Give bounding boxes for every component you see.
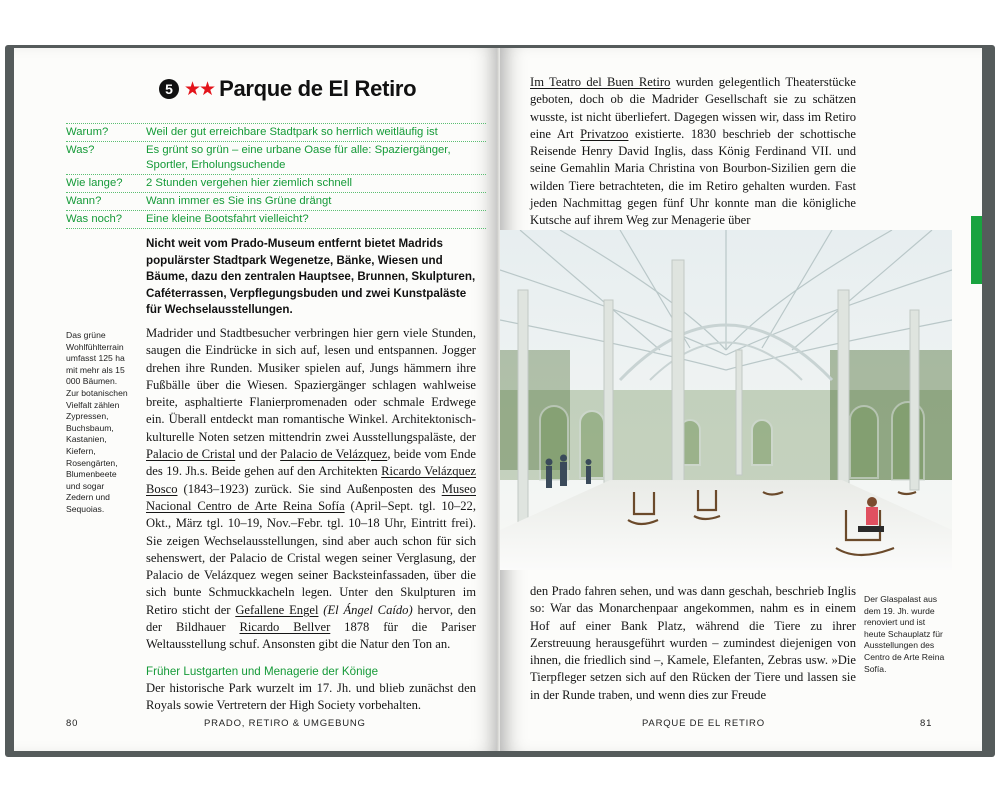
- running-head: PRADO, RETIRO & UMGEBUNG: [204, 718, 366, 729]
- glass-palace-photo: [500, 230, 952, 570]
- running-head: PARQUE DE EL RETIRO: [642, 718, 765, 729]
- engel-spanish-name: (El Ángel Caído): [323, 602, 413, 617]
- photo-caption: Der Glaspalast aus dem 19. Jh. wurde renoviert und ist heute Schauplatz für Ausstellungen des Centro de Arte Reina Sofía.: [864, 594, 945, 674]
- quick-fact-row: [66, 123, 486, 142]
- body-text-run: und der: [235, 447, 281, 462]
- body-text-run: 1878 für die Pariser Weltausstellung schuf. Ansonsten gibt die Natur den Ton an.: [146, 620, 476, 652]
- link-palacio-de-cristal[interactable]: Palacio de Cristal: [146, 447, 236, 462]
- link-palacio-de-velazquez[interactable]: Palacio de Velázquez: [280, 447, 388, 462]
- body-text-run: (1843–1923) zurück. Sie sind Außenposten des: [177, 481, 442, 496]
- section-number-badge: 5: [159, 79, 179, 99]
- link-ricardo-bellver[interactable]: Ricardo Bellver: [239, 620, 331, 635]
- quick-fact-question: Wie lange?: [66, 177, 123, 189]
- body-text-run: Madrider und Stadtbesucher verbringen hier gern viele Stunden, saugen die Eindrücke in sich auf, lesen und entspannen. Jogger drehen ihre Runden. Musiker spielen auf, Jungs hämmern ihre Fußbälle über die Wiesen. Spaziergänger schlagen wahlweise breite, asphaltierte Flanierpromenaden oder schmale Erdwege ein. Überall entdeckt man romantische Winkel. Architektonisch-kulturelle Noten setzen mittendrin zwei Ausstellungspaläste, der: [146, 326, 476, 444]
- body-text-run: (April–Sept. tgl. 10–22, Okt., März tgl. 10–19, Nov.–Febr. tgl. 10–18 Uhr, Eintritt frei). Sie zeigen Wechselausstellungen, sind aber auch schon für sich sehenswert, der Palacio de Cristal wegen seiner Verglasung, der Palacio de Velázquez wegen seiner Backsteinfassaden, über die sich bunte Schmuckkacheln legen. Unter den Skulpturen im Retiro sticht der: [146, 498, 476, 617]
- link-privatzoo[interactable]: Privatzoo: [580, 126, 629, 141]
- quick-fact-question: Warum?: [66, 126, 109, 138]
- body-text: [530, 74, 856, 230]
- subheading: Früher Lustgarten und Menagerie der Könige: [146, 664, 379, 678]
- chapter-tab-marker: [971, 216, 982, 284]
- quick-fact-question: Was?: [66, 144, 95, 156]
- body-text: [146, 325, 476, 714]
- page-title: Parque de El Retiro: [219, 76, 417, 101]
- intro-paragraph: Nicht weit vom Prado-Museum entfernt bietet Madrids populärster Stadtpark Wegenetze, Bänke, Wiesen und Bäume, dazu den zentralen Hauptsee, Brunnen, Skulpturen, Caféterrassen, Verpflegungsbuden und zwei Kunstpaläste für Wechselausstellungen.: [146, 237, 476, 316]
- quick-fact-row: [66, 211, 486, 229]
- body-text-run: wurden gelegentlich Theaterstücke geboten, doch ob die Madrider Gesellschaft sie zu schätzen wusste, ist nicht überliefert. Dagegen wissen wir, dass im Retiro eine Art: [530, 75, 856, 141]
- quick-fact-row: [66, 193, 486, 211]
- quick-fact-answer: Es grünt so grün – eine urbane Oase für alle: Spaziergänger, Sportler, Erholungsuchende: [146, 144, 451, 171]
- body-text: den Prado fahren sehen, und was dann geschah, beschrieb Inglis so: War das Monarchenpaar angekommen, nahm es in einem Hof auf einer Bank Platz, während die Tiere zu ihrer Zerstreuung herausgeführt wurden – zumindest diejenigen von ihnen, die friedlich sind –, Kamele, Elefanten, Zebras usw. »Die Tierpfleger setzen sich auf den Rücken der Tiere und lassen sie in der Runde traben, und wenn dies zur Freude: [530, 584, 856, 702]
- left-page: [14, 48, 499, 751]
- quick-fact-answer: Eine kleine Bootsfahrt vielleicht?: [146, 213, 309, 225]
- page-number: 80: [66, 718, 79, 729]
- margin-note: Das grüne Wohlfühlterrain umfasst 125 ha mit mehr als 15 000 Bäumen. Zur botanischen Vielfalt zählen Zypressen, Buchsbaum, Kastanien, Kiefern, Rosengärten, Blumenbeete und sogar Zedern und Sequoias.: [66, 330, 128, 514]
- photo-illustration: [500, 230, 952, 570]
- quick-fact-row: [66, 142, 486, 175]
- section-heading: [159, 76, 416, 102]
- body-text-run: hervor, den der Bildhauer: [146, 602, 477, 635]
- body-text-run: existierte. 1830 beschrieb der schottische Reisende Henry David Inglis, dass König Ferdinand VII. und seine Gemahlin Maria Christina von Bourbon-Sizilien gern die wilden Tiere betrachteten, die im Retiro gehalten wurden. Fast jeden Nachmittag gegen fünf Uhr konnte man die königliche Kutsche auf ihrem Weg zur Menagerie über: [530, 126, 856, 228]
- quick-fact-row: [66, 175, 486, 193]
- quick-fact-question: Was noch?: [66, 213, 123, 225]
- link-museo-reina-sofia[interactable]: Museo Nacional Centro de Arte Reina Sofía: [146, 481, 476, 513]
- link-gefallene-engel[interactable]: Gefallene Engel: [235, 602, 319, 617]
- body-paragraph: Der historische Park wurzelt im 17. Jh. und blieb zunächst den Royals sowie Vertretern der High Society vorbehalten.: [146, 680, 476, 712]
- link-teatro-del-buen-retiro[interactable]: Im Teatro del Buen Retiro: [530, 75, 671, 89]
- quick-fact-answer: Weil der gut erreichbare Stadtpark so herrlich weitläufig ist: [146, 126, 438, 138]
- quick-fact-question: Wann?: [66, 195, 102, 207]
- body-text-run: , beide vom Ende des 19. Jh.s. Beide gehen auf den Architekten: [146, 447, 476, 479]
- page-number: 81: [920, 718, 933, 729]
- link-ricardo-velazquez-bosco[interactable]: Ricardo Velázquez Bosco: [146, 464, 477, 496]
- quick-fact-answer: 2 Stunden vergehen hier ziemlich schnell: [146, 177, 352, 189]
- quick-facts-table: [66, 123, 486, 229]
- quick-fact-answer: Wann immer es Sie ins Grüne drängt: [146, 195, 332, 207]
- right-page: [500, 48, 982, 751]
- rating-stars-icon: ★★: [184, 78, 215, 100]
